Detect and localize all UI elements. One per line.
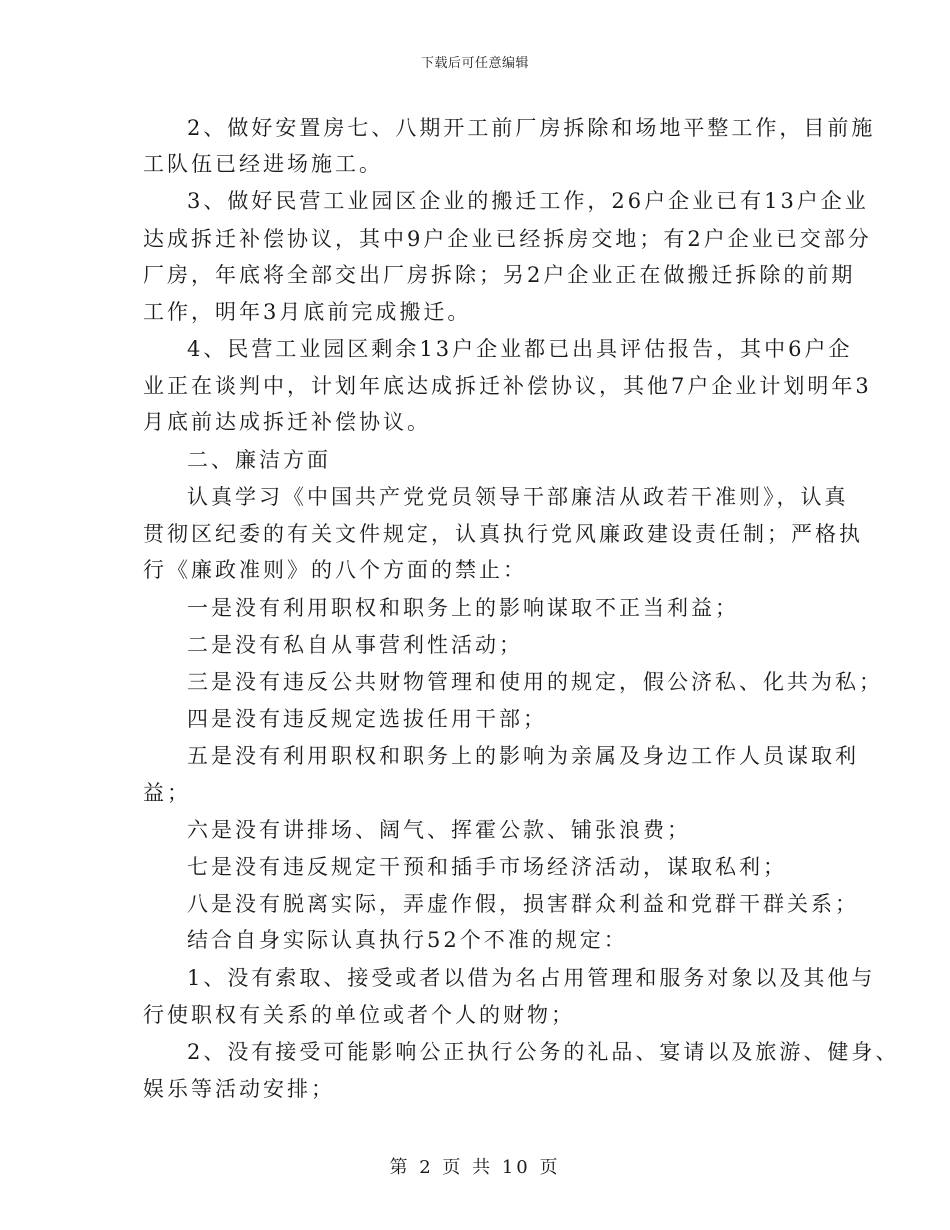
list-item: 八是没有脱离实际，弄虚作假，损害群众利益和党群干群关系； [187,892,859,916]
list-item: 五是没有利用职权和职务上的影响为亲属及身边工作人员谋取利 [187,744,859,768]
list-item: 一是没有利用职权和职务上的影响谋取不正当利益； [187,596,739,620]
paragraph-line: 贯彻区纪委的有关文件规定，认真执行党风廉政建设责任制；严格执 [143,522,863,546]
section-heading: 二、廉洁方面 [187,448,331,472]
paragraph-line: 业正在谈判中，计划年底达成拆迁补偿协议，其他7户企业计划明年3 [143,374,872,398]
paragraph-line: 工队伍已经进场施工。 [143,152,383,176]
paragraph-line: 工作，明年3月底前完成搬迁。 [143,300,472,324]
page-header: 下载后可任意编辑 [420,56,529,71]
list-item-continuation: 行使职权有关系的单位或者个人的财物； [143,1003,575,1027]
list-item-continuation: 益； [143,781,191,805]
paragraph-line: 月底前达成拆迁补偿协议。 [143,410,431,434]
list-item: 七是没有违反规定干预和插手市场经济活动，谋取私利； [187,855,787,879]
list-item: 1、没有索取、接受或者以借为名占用管理和服务对象以及其他与 [187,966,876,990]
list-item: 2、没有接受可能影响公正执行公务的礼品、宴请以及旅游、健身、 [187,1040,900,1064]
paragraph-line: 结合自身实际认真执行52个不准的规定： [187,928,628,952]
paragraph-line: 厂房，年底将全部交出厂房拆除；另2户企业正在做搬迁拆除的前期 [143,263,856,287]
list-item: 三是没有违反公共财物管理和使用的规定，假公济私、化共为私； [187,670,883,694]
list-item: 六是没有讲排场、阔气、挥霍公款、铺张浪费； [187,818,691,842]
list-item: 二是没有私自从事营利性活动； [187,633,523,657]
paragraph-line: 2、做好安置房七、八期开工前厂房拆除和场地平整工作，目前施 [187,116,876,140]
paragraph-line: 4、民营工业园区剩余13户企业都已出具评估报告，其中6户企 [187,337,853,361]
paragraph-line: 3、做好民营工业园区企业的搬迁工作，26户企业已有13户企业 [187,189,869,213]
paragraph-line: 行《廉政准则》的八个方面的禁止： [143,558,527,582]
paragraph-line: 达成拆迁补偿协议，其中9户企业已经拆房交地；有2户企业已交部分 [143,227,872,251]
paragraph-line: 认真学习《中国共产党党员领导干部廉洁从政若干准则》，认真 [187,485,849,509]
page-footer: 第 2 页 共 10 页 [389,1157,561,1178]
list-item: 四是没有违反规定选拔任用干部； [187,707,547,731]
list-item-continuation: 娱乐等活动安排； [143,1077,335,1101]
